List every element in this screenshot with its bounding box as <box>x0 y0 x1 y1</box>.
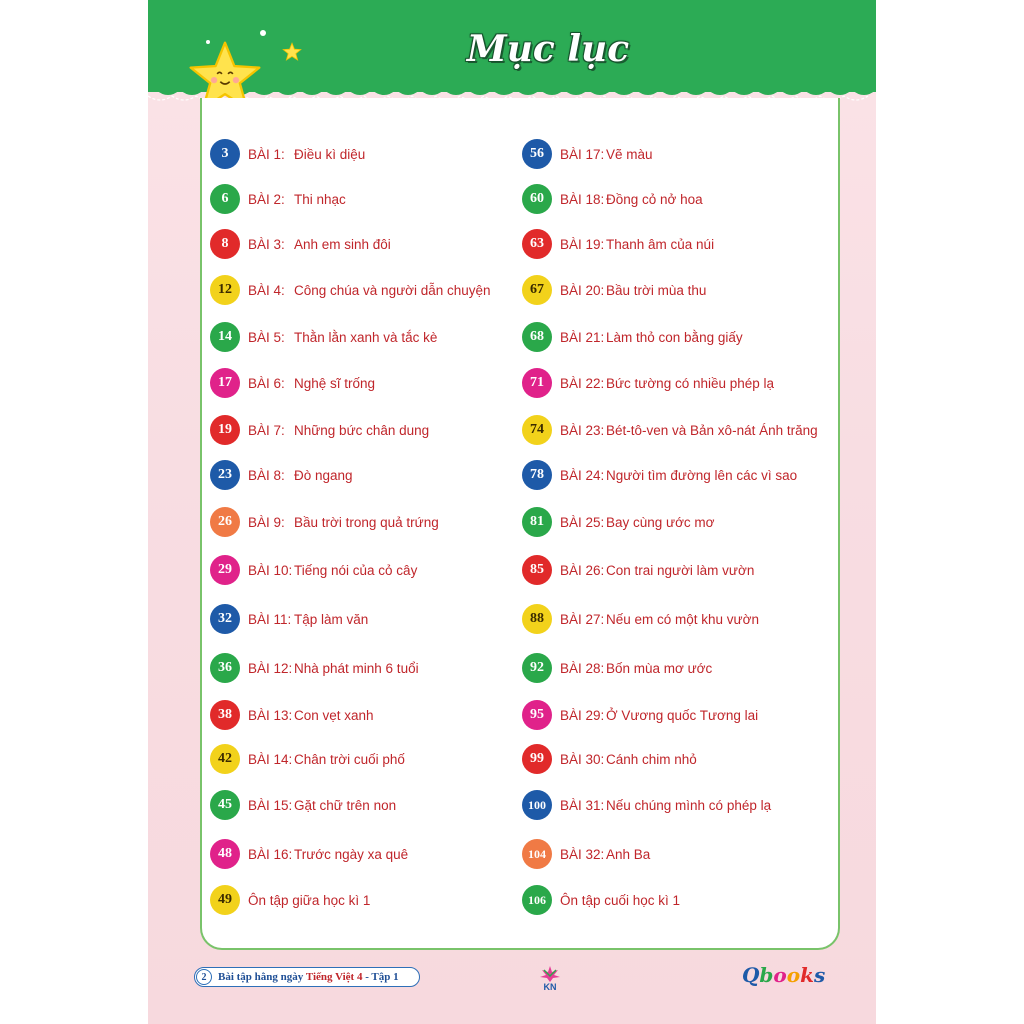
lesson-text <box>560 798 771 813</box>
lesson-text <box>248 752 405 767</box>
page-number-badge: 6 <box>210 184 240 214</box>
toc-panel <box>200 98 840 950</box>
page-number-badge: 106 <box>522 885 552 915</box>
lesson-text <box>560 563 754 578</box>
lesson-title: Bầu trời trong quả trứng <box>294 514 439 530</box>
toc-entry[interactable] <box>522 139 653 169</box>
lesson-title: Con vẹt xanh <box>294 707 374 723</box>
lesson-text <box>560 515 715 530</box>
lesson-title: Trước ngày xa quê <box>294 846 409 862</box>
lesson-number: BÀI 14: <box>248 751 293 767</box>
toc-entry[interactable] <box>522 653 712 683</box>
lesson-text <box>248 661 419 676</box>
lesson-text <box>248 612 368 627</box>
lesson-title: Thi nhạc <box>294 191 346 207</box>
lesson-number: BÀI 32: <box>560 846 605 862</box>
lesson-text <box>560 708 758 723</box>
sparkle-dot <box>260 30 266 36</box>
lesson-title: Công chúa và người dẫn chuyện <box>294 282 491 298</box>
page-number-badge: 95 <box>522 700 552 730</box>
lesson-text <box>560 847 650 862</box>
toc-entry[interactable] <box>210 229 391 259</box>
lesson-number: BÀI 18: <box>560 191 605 207</box>
page-number-badge: 81 <box>522 507 552 537</box>
star-icon <box>282 42 302 62</box>
lesson-number: BÀI 21: <box>560 329 605 345</box>
page-number-badge: 78 <box>522 460 552 490</box>
page-number-badge: 23 <box>210 460 240 490</box>
lesson-number: BÀI 16: <box>248 846 293 862</box>
lesson-text <box>248 376 375 391</box>
lesson-number: BÀI 20: <box>560 282 605 298</box>
page <box>148 0 876 1024</box>
footer-book-subject: Tiếng Việt 4 <box>305 971 363 983</box>
lesson-title: Nhà phát minh 6 tuổi <box>294 660 419 676</box>
lesson-text <box>560 423 818 438</box>
page-number-badge: 36 <box>210 653 240 683</box>
toc-entry[interactable] <box>210 460 353 490</box>
page-number-badge: 63 <box>522 229 552 259</box>
lesson-title: Cánh chim nhỏ <box>606 751 697 767</box>
toc-entry[interactable] <box>210 184 346 214</box>
kn-logo-text: KN <box>543 982 557 992</box>
lesson-number: BÀI 5: <box>248 329 285 345</box>
page-number-badge: 68 <box>522 322 552 352</box>
lesson-title: Nghệ sĩ trống <box>294 375 376 391</box>
lesson-text <box>560 468 797 483</box>
lesson-number: BÀI 12: <box>248 660 293 676</box>
page-number-badge: 45 <box>210 790 240 820</box>
lesson-number: BÀI 17: <box>560 146 605 162</box>
lesson-text <box>248 708 374 723</box>
page-number-badge: 32 <box>210 604 240 634</box>
toc-entry[interactable] <box>522 507 715 537</box>
page-number-badge: 26 <box>210 507 240 537</box>
lesson-number: BÀI 10: <box>248 562 293 578</box>
toc-entry[interactable] <box>210 839 408 869</box>
page-number-badge: 14 <box>210 322 240 352</box>
page-number-badge: 38 <box>210 700 240 730</box>
toc-entry[interactable] <box>210 790 396 820</box>
lesson-text <box>560 147 653 162</box>
page-number-badge: 42 <box>210 744 240 774</box>
page-number-badge: 85 <box>522 555 552 585</box>
page-number-badge: 56 <box>522 139 552 169</box>
lesson-text <box>248 515 439 530</box>
lesson-number: BÀI 29: <box>560 707 605 723</box>
lesson-title: Con trai người làm vườn <box>606 562 755 578</box>
toc-entry[interactable] <box>522 700 758 730</box>
lesson-title: Bốn mùa mơ ước <box>606 660 713 676</box>
page-number-badge: 17 <box>210 368 240 398</box>
toc-entry[interactable] <box>522 839 650 869</box>
lesson-number: BÀI 8: <box>248 467 285 483</box>
lesson-title: Tiếng nói của cỏ cây <box>294 562 418 578</box>
footer-page-number: 2 <box>196 969 212 985</box>
lesson-title: Bầu trời mùa thu <box>606 282 707 298</box>
page-number-badge: 100 <box>522 790 552 820</box>
lesson-text <box>248 237 391 252</box>
lesson-number: BÀI 23: <box>560 422 605 438</box>
toc-entry[interactable] <box>210 700 374 730</box>
page-number-badge: 71 <box>522 368 552 398</box>
lesson-title: Chân trời cuối phố <box>294 751 405 767</box>
lesson-number: BÀI 13: <box>248 707 293 723</box>
lesson-text <box>248 283 491 298</box>
lesson-title: Ôn tập cuối học kì 1 <box>560 892 681 908</box>
lesson-number: BÀI 11: <box>248 611 292 627</box>
footer-book-prefix: Bài tập hằng ngày <box>218 971 306 983</box>
qbooks-logo: Qbooks <box>742 963 826 987</box>
lesson-text <box>248 423 429 438</box>
lesson-number: BÀI 6: <box>248 375 285 391</box>
lesson-title: Bức tường có nhiều phép lạ <box>606 375 775 391</box>
page-number-badge: 48 <box>210 839 240 869</box>
lesson-number: BÀI 24: <box>560 467 605 483</box>
lesson-title: Anh em sinh đôi <box>294 236 391 252</box>
lesson-title: Những bức chân dung <box>294 422 430 438</box>
toc-entry[interactable] <box>522 415 818 445</box>
lesson-text <box>560 612 759 627</box>
toc-entry[interactable] <box>522 368 774 398</box>
lesson-number: BÀI 15: <box>248 797 293 813</box>
toc-entry[interactable] <box>522 744 697 774</box>
lesson-text <box>560 376 774 391</box>
page-number-badge: 99 <box>522 744 552 774</box>
lesson-number: BÀI 1: <box>248 146 285 162</box>
page-number-badge: 104 <box>522 839 552 869</box>
lesson-number: BÀI 2: <box>248 191 285 207</box>
lesson-text <box>560 192 703 207</box>
toc-entry[interactable] <box>210 507 439 537</box>
toc-entry[interactable] <box>210 604 368 634</box>
lesson-text <box>560 237 714 252</box>
toc-entry[interactable] <box>210 555 417 585</box>
lesson-title: Thằn lằn xanh và tắc kè <box>294 329 438 345</box>
footer-book-title <box>218 971 399 983</box>
lesson-text <box>248 563 417 578</box>
toc-entry[interactable] <box>522 322 743 352</box>
toc-entry[interactable] <box>522 790 771 820</box>
lesson-title: Làm thỏ con bằng giấy <box>606 329 743 345</box>
lesson-number: BÀI 4: <box>248 282 285 298</box>
lesson-title: Đồng cỏ nở hoa <box>606 191 703 207</box>
toc-entry[interactable] <box>210 368 375 398</box>
footer-book-suffix: - Tập 1 <box>362 971 399 983</box>
toc-entry[interactable] <box>522 229 714 259</box>
lesson-title: Bay cùng ước mơ <box>606 514 715 530</box>
page-number-badge: 3 <box>210 139 240 169</box>
lesson-number: BÀI 9: <box>248 514 285 530</box>
lesson-title: Thanh âm của núi <box>606 236 715 252</box>
lesson-text <box>248 893 370 908</box>
page-number-badge: 60 <box>522 184 552 214</box>
lesson-text <box>560 752 697 767</box>
lesson-title: Nếu chúng mình có phép lạ <box>606 797 772 813</box>
lesson-number: BÀI 28: <box>560 660 605 676</box>
lesson-text <box>248 847 408 862</box>
lesson-title: Nếu em có một khu vườn <box>606 611 759 627</box>
lesson-title: Anh Ba <box>606 846 651 862</box>
toc-entry[interactable] <box>522 275 706 305</box>
lesson-number: BÀI 19: <box>560 236 605 252</box>
lesson-text <box>248 192 346 207</box>
toc-entry[interactable] <box>210 322 437 352</box>
page-number-badge: 74 <box>522 415 552 445</box>
lesson-text <box>560 661 712 676</box>
lesson-text <box>560 893 680 908</box>
lesson-number: BÀI 7: <box>248 422 285 438</box>
lesson-number: BÀI 22: <box>560 375 605 391</box>
toc-entry[interactable] <box>210 275 491 305</box>
lesson-title: Điều kì diệu <box>294 146 366 162</box>
page-number-badge: 8 <box>210 229 240 259</box>
page-number-badge: 29 <box>210 555 240 585</box>
page-number-badge: 67 <box>522 275 552 305</box>
lesson-title: Ở Vương quốc Tương lai <box>606 707 759 723</box>
toc-entry[interactable] <box>522 460 797 490</box>
lesson-text <box>248 147 365 162</box>
page-number-badge: 88 <box>522 604 552 634</box>
lesson-title: Gặt chữ trên non <box>294 797 397 813</box>
toc-entry[interactable] <box>522 885 680 915</box>
lesson-title: Tập làm văn <box>294 611 369 627</box>
lesson-title: Bét-tô-ven và Bản xô-nát Ánh trăng <box>606 422 818 438</box>
lesson-number: BÀI 3: <box>248 236 285 252</box>
lesson-number: BÀI 30: <box>560 751 605 767</box>
lesson-number: BÀI 26: <box>560 562 605 578</box>
page-title: Mục lục <box>466 28 630 70</box>
toc-entry[interactable] <box>210 653 419 683</box>
toc-entry[interactable] <box>522 604 759 634</box>
lesson-text <box>248 798 396 813</box>
lesson-number: BÀI 27: <box>560 611 605 627</box>
lesson-title: Vẽ màu <box>606 146 653 162</box>
kn-logo-icon <box>536 964 564 992</box>
toc-entry[interactable] <box>210 744 405 774</box>
lesson-text <box>248 468 353 483</box>
lesson-title: Người tìm đường lên các vì sao <box>606 467 798 483</box>
lesson-number: BÀI 25: <box>560 514 605 530</box>
lesson-text <box>560 330 743 345</box>
page-number-badge: 92 <box>522 653 552 683</box>
page-number-badge: 12 <box>210 275 240 305</box>
lesson-number: BÀI 31: <box>560 797 605 813</box>
toc-entry[interactable] <box>210 885 370 915</box>
book-title-badge <box>194 967 420 987</box>
toc-entry[interactable] <box>210 139 365 169</box>
lesson-text <box>560 283 706 298</box>
page-number-badge: 19 <box>210 415 240 445</box>
toc-entry[interactable] <box>522 184 703 214</box>
toc-entry[interactable] <box>522 555 754 585</box>
page-number-badge: 49 <box>210 885 240 915</box>
lesson-title: Ôn tập giữa học kì 1 <box>248 892 371 908</box>
lesson-title: Đò ngang <box>294 467 353 483</box>
toc-entry[interactable] <box>210 415 429 445</box>
lesson-text <box>248 330 437 345</box>
